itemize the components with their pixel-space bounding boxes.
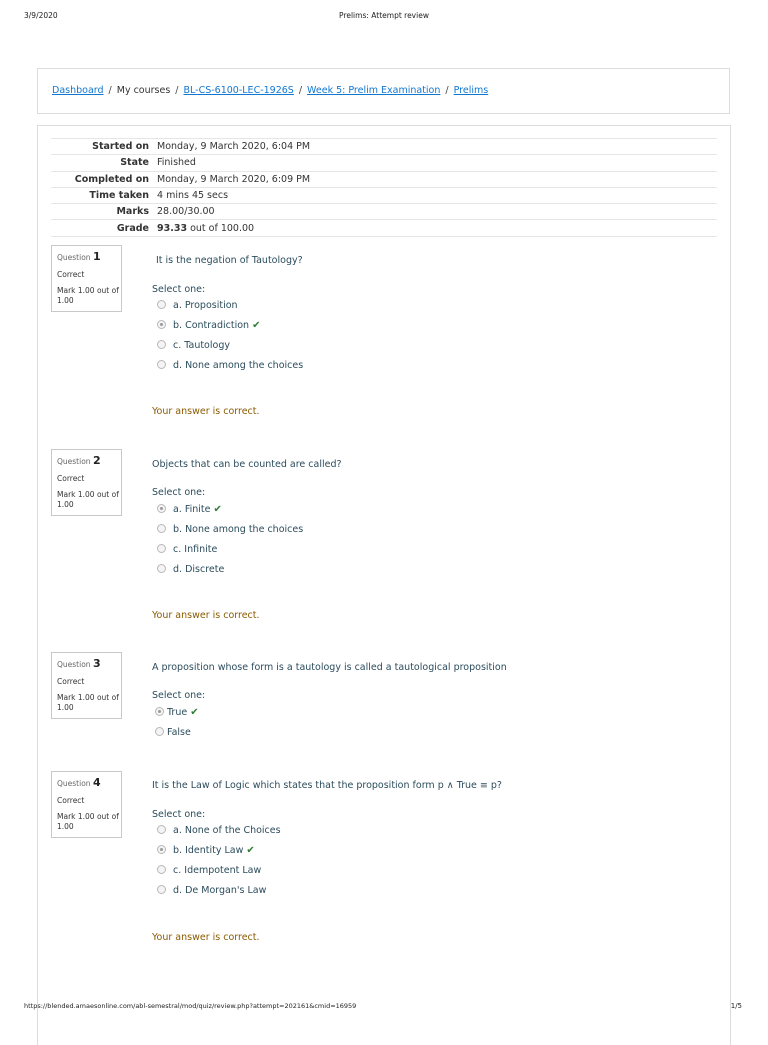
answer-option[interactable] bbox=[157, 524, 303, 535]
answer-option[interactable] bbox=[157, 340, 230, 351]
summary-row-time-taken bbox=[51, 187, 717, 203]
answer-option[interactable] bbox=[157, 300, 238, 311]
answer-option[interactable] bbox=[157, 564, 224, 575]
question-label: Question bbox=[57, 457, 91, 466]
answer-option[interactable] bbox=[157, 504, 222, 515]
checkmark-icon: ✔ bbox=[252, 320, 261, 331]
breadcrumb-week-link[interactable]: Week 5: Prelim Examination bbox=[307, 85, 441, 96]
radio-button-selected[interactable] bbox=[157, 504, 166, 513]
summary-row-state bbox=[51, 155, 717, 171]
grade-total: out of 100.00 bbox=[187, 222, 255, 234]
checkmark-icon: ✔ bbox=[246, 845, 255, 856]
answer-option[interactable] bbox=[157, 845, 255, 856]
radio-button[interactable] bbox=[157, 300, 166, 309]
answer-option[interactable] bbox=[157, 865, 261, 876]
breadcrumb-separator: / bbox=[445, 85, 449, 96]
answer-option[interactable] bbox=[155, 727, 191, 738]
question-info-box bbox=[51, 652, 122, 719]
radio-button[interactable] bbox=[157, 340, 166, 349]
question-state: Correct bbox=[57, 473, 85, 483]
option-label: b. Identity Law bbox=[173, 845, 244, 856]
question-mark: Mark 1.00 out of 1.00 bbox=[57, 811, 119, 832]
breadcrumb-course-link[interactable]: BL-CS-6100-LEC-1926S bbox=[183, 85, 294, 96]
summary-row-started bbox=[51, 139, 717, 155]
question-mark: Mark 1.00 out of 1.00 bbox=[57, 285, 119, 306]
summary-value: Monday, 9 March 2020, 6:09 PM bbox=[157, 171, 717, 187]
radio-button-selected[interactable] bbox=[157, 845, 166, 854]
print-url: https://blended.amaesonline.com/abl-semestral/mod/quiz/review.php?attempt=202161&cmid=16959 bbox=[24, 1002, 357, 1010]
breadcrumb-quiz-link[interactable]: Prelims bbox=[453, 85, 489, 96]
option-label: c. Idempotent Law bbox=[173, 865, 262, 876]
answer-option[interactable] bbox=[157, 544, 217, 555]
option-label: d. None among the choices bbox=[173, 360, 304, 371]
summary-label: Started on bbox=[51, 139, 157, 155]
radio-button[interactable] bbox=[155, 727, 164, 736]
question-state: Correct bbox=[57, 676, 85, 686]
print-page-number: 1/5 bbox=[730, 1002, 742, 1010]
question-number: 1 bbox=[92, 250, 101, 263]
question-info-box bbox=[51, 245, 122, 312]
summary-value bbox=[157, 220, 717, 236]
breadcrumb-my-courses: My courses bbox=[116, 85, 171, 96]
option-label: d. De Morgan's Law bbox=[173, 885, 267, 896]
summary-value: 4 mins 45 secs bbox=[157, 187, 717, 203]
summary-row-completed bbox=[51, 171, 717, 187]
radio-button[interactable] bbox=[157, 865, 166, 874]
breadcrumb-separator: / bbox=[175, 85, 179, 96]
question-text: Objects that can be counted are called? bbox=[152, 459, 342, 470]
summary-label: Marks bbox=[51, 204, 157, 220]
summary-value: Monday, 9 March 2020, 6:04 PM bbox=[157, 139, 717, 155]
summary-label: Time taken bbox=[51, 187, 157, 203]
radio-button[interactable] bbox=[157, 825, 166, 834]
option-label: True bbox=[167, 707, 188, 718]
question-state: Correct bbox=[57, 269, 85, 279]
question-mark: Mark 1.00 out of 1.00 bbox=[57, 489, 119, 510]
select-one-prompt: Select one: bbox=[152, 690, 206, 701]
answer-option[interactable] bbox=[157, 360, 303, 371]
breadcrumb-panel bbox=[37, 68, 730, 114]
checkmark-icon: ✔ bbox=[213, 504, 222, 515]
question-label: Question bbox=[57, 660, 91, 669]
radio-button-selected[interactable] bbox=[155, 707, 164, 716]
answer-option[interactable] bbox=[157, 825, 281, 836]
answer-feedback: Your answer is correct. bbox=[152, 610, 260, 621]
summary-value: 28.00/30.00 bbox=[157, 204, 717, 220]
answer-option[interactable] bbox=[157, 885, 266, 896]
answer-feedback: Your answer is correct. bbox=[152, 932, 260, 943]
breadcrumb bbox=[52, 85, 488, 96]
radio-button[interactable] bbox=[157, 544, 166, 553]
question-info-box bbox=[51, 449, 122, 516]
option-label: b. None among the choices bbox=[173, 524, 304, 535]
radio-button[interactable] bbox=[157, 524, 166, 533]
breadcrumb-separator: / bbox=[298, 85, 303, 96]
breadcrumb-dashboard-link[interactable]: Dashboard bbox=[52, 85, 104, 96]
question-info-box bbox=[51, 771, 122, 838]
radio-button[interactable] bbox=[157, 360, 166, 369]
question-text: A proposition whose form is a tautology is called a tautological proposition bbox=[152, 662, 507, 673]
option-label: c. Infinite bbox=[173, 544, 218, 555]
checkmark-icon: ✔ bbox=[190, 707, 199, 718]
print-date: 3/9/2020 bbox=[24, 11, 58, 20]
select-one-prompt: Select one: bbox=[152, 284, 206, 295]
option-label: b. Contradiction bbox=[173, 320, 250, 331]
select-one-prompt: Select one: bbox=[152, 809, 206, 820]
option-label: a. Finite bbox=[173, 504, 211, 515]
question-number: 3 bbox=[92, 657, 101, 670]
question-number: 4 bbox=[92, 776, 101, 789]
summary-label: Grade bbox=[51, 220, 157, 236]
quiz-review-region bbox=[37, 125, 731, 1045]
question-state: Correct bbox=[57, 795, 85, 805]
question-mark: Mark 1.00 out of 1.00 bbox=[57, 692, 119, 713]
select-one-prompt: Select one: bbox=[152, 487, 206, 498]
breadcrumb-separator: / bbox=[108, 85, 112, 96]
option-label: d. Discrete bbox=[173, 564, 225, 575]
summary-value: Finished bbox=[157, 155, 717, 171]
option-label: a. Proposition bbox=[173, 300, 238, 311]
question-text: It is the negation of Tautology? bbox=[156, 255, 303, 266]
radio-button[interactable] bbox=[157, 885, 166, 894]
question-label: Question bbox=[57, 779, 91, 788]
question-label: Question bbox=[57, 253, 91, 262]
option-label: a. None of the Choices bbox=[173, 825, 281, 836]
attempt-summary-table bbox=[51, 138, 717, 237]
print-page-title: Prelims: Attempt review bbox=[339, 11, 429, 20]
answer-feedback: Your answer is correct. bbox=[152, 406, 260, 417]
question-number: 2 bbox=[92, 454, 101, 467]
answer-option[interactable] bbox=[155, 707, 199, 718]
summary-label: Completed on bbox=[51, 171, 157, 187]
grade-score: 93.33 bbox=[157, 222, 188, 234]
radio-button-selected[interactable] bbox=[157, 320, 166, 329]
summary-row-grade bbox=[51, 220, 717, 236]
summary-label: State bbox=[51, 155, 157, 171]
option-label: c. Tautology bbox=[173, 340, 230, 351]
option-label: False bbox=[167, 727, 191, 738]
radio-button[interactable] bbox=[157, 564, 166, 573]
summary-row-marks bbox=[51, 204, 717, 220]
question-text: It is the Law of Logic which states that the proposition form p ∧ True ≡ p? bbox=[152, 780, 502, 791]
answer-option[interactable] bbox=[157, 320, 260, 331]
